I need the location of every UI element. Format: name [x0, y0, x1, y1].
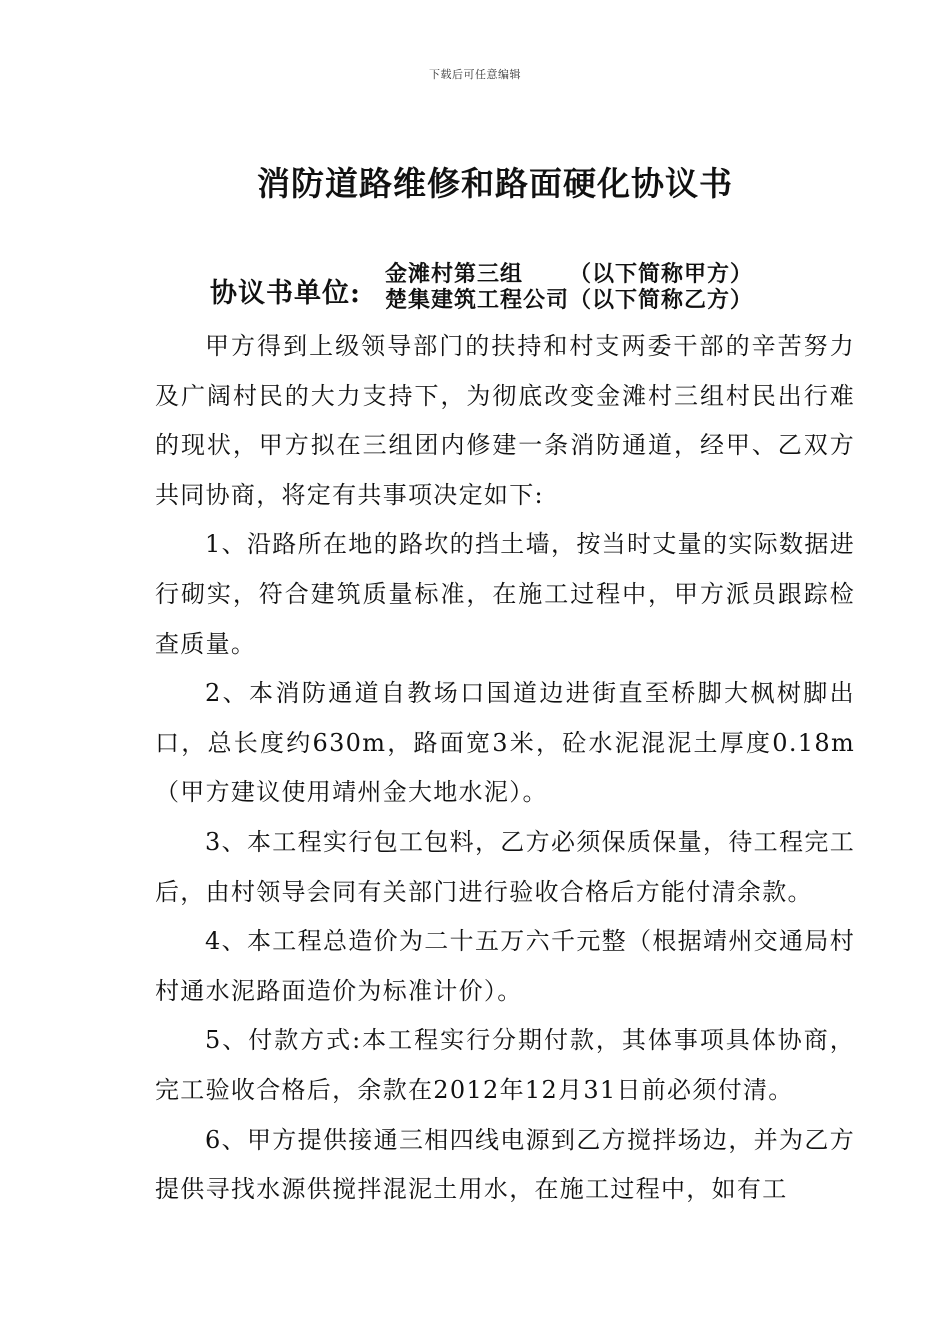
party-a-name: 金滩村第三组: [385, 261, 524, 287]
party-b-line: [385, 283, 753, 314]
party-b-name: 楚集建筑工程公司: [385, 287, 570, 313]
clause-3-paragraph: 3、本工程实行包工包料，乙方必须保质保量，待工程完工后，由村领导会同有关部门进行验收合格后方能付清余款。: [155, 827, 855, 906]
party-b-note: （以下简称乙方）: [569, 287, 754, 313]
clause-5-paragraph: 5、付款方式:本工程实行分期付款，其体事项具体协商，完工验收合格后，余款在2012年12月31日前必须付清。: [155, 1026, 855, 1104]
agreement-body: [155, 322, 855, 1215]
header-note: 下载后可任意编辑: [429, 68, 521, 81]
clause-4-paragraph: 4、本工程总造价为二十五万六千元整（根据靖州交通局村村通水泥路面造价为标准计价）。: [155, 927, 855, 1005]
parties-label: 协议书单位:: [210, 278, 361, 309]
clause-2-paragraph: 2、本消防通道自教场口国道边进街直至桥脚大枫树脚出口，总长度约630m，路面宽3米，砼水泥混泥土厚度0.18m（甲方建议使用靖州金大地水泥）。: [155, 679, 855, 807]
party-a-note: （以下简称甲方）: [569, 261, 754, 287]
clause-6-paragraph: 6、甲方提供接通三相四线电源到乙方搅拌场边，并为乙方提供寻找水源供搅拌混泥土用水，在施工过程中，如有工: [155, 1125, 855, 1204]
document-title: 消防道路维修和路面硬化协议书: [257, 164, 733, 203]
clause-1-paragraph: 1、沿路所在地的路坎的挡土墙，按当时丈量的实际数据进行砌实，符合建筑质量标准，在施工过程中，甲方派员跟踪检查质量。: [155, 530, 855, 658]
parties-block: [210, 255, 850, 315]
intro-paragraph: 甲方得到上级领导部门的扶持和村支两委干部的辛苦努力及广阔村民的大力支持下，为彻底改变金滩村三组村民出行难的现状，甲方拟在三组团内修建一条消防通道，经甲、乙双方共同协商，将定有共事项决定如下:: [155, 332, 855, 509]
